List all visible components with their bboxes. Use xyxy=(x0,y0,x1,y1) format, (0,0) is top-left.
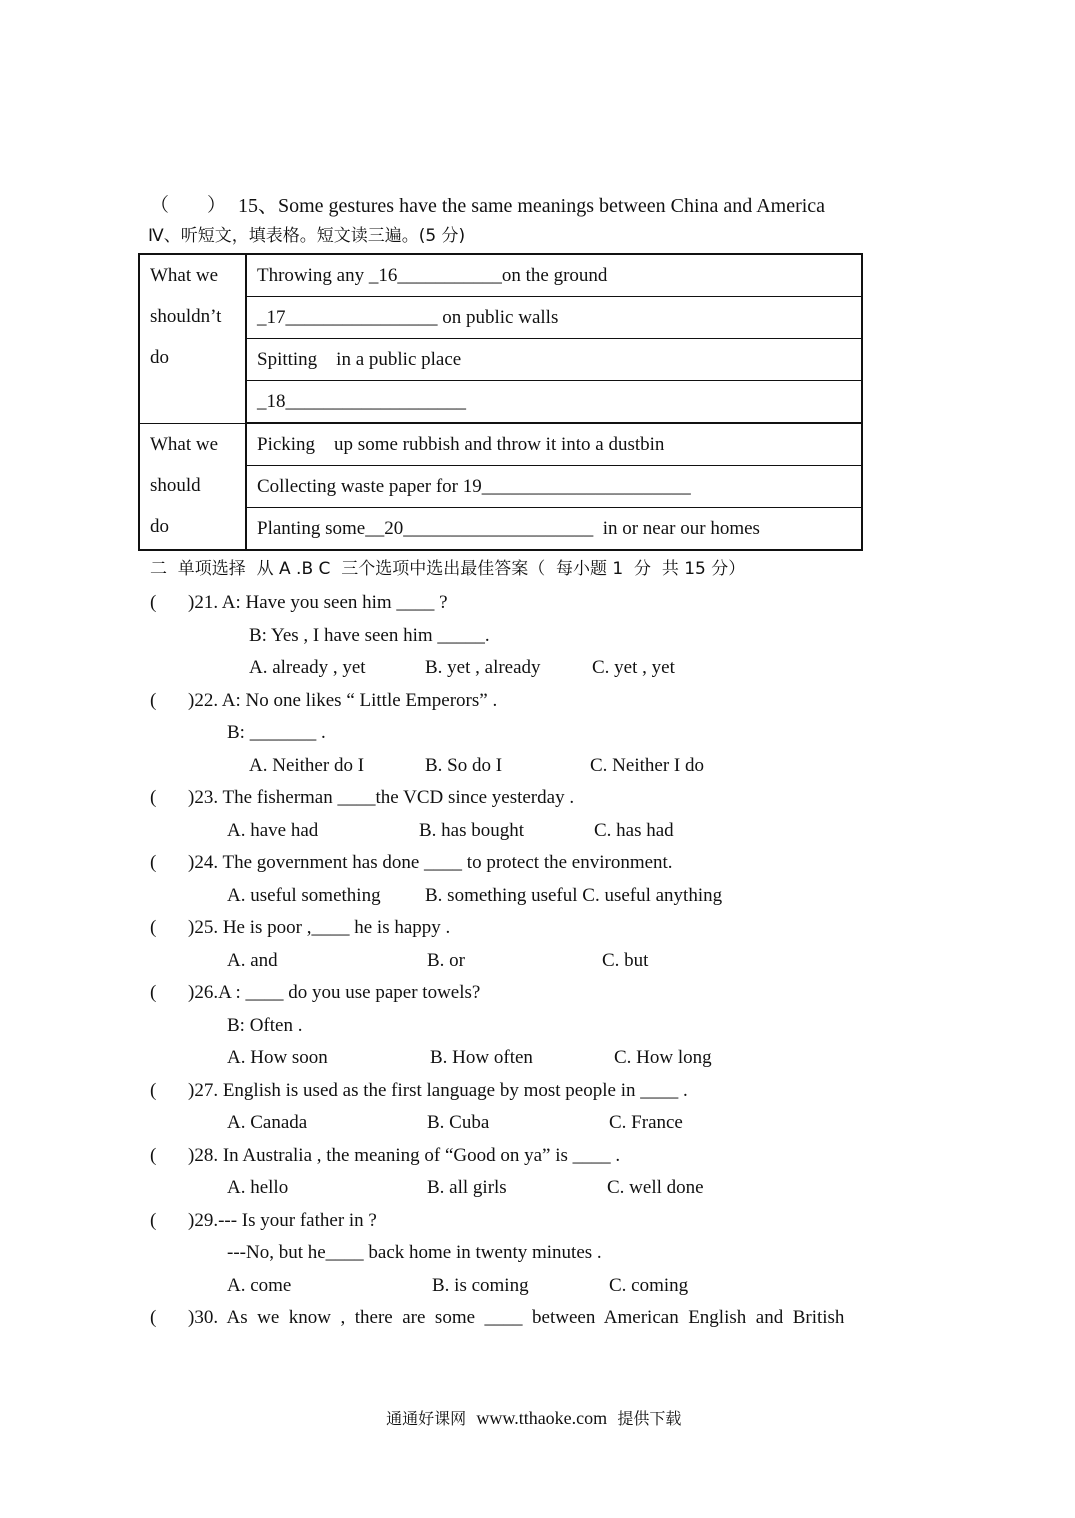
q28-paren: ( xyxy=(150,1145,157,1166)
q24-stem: )24. The government has done ____ to protect the environment. xyxy=(188,852,673,873)
table-row: Spitting in a public place xyxy=(246,339,862,381)
q29-option-c: C. coming xyxy=(609,1275,689,1296)
q22-option-c: C. Neither I do xyxy=(590,755,704,776)
q22-stem: )22. A: No one likes “ Little Emperors” . xyxy=(188,690,498,711)
q28-option-b: B. all girls xyxy=(427,1177,507,1198)
q30-paren: ( xyxy=(150,1307,157,1328)
q29-option-b: B. is coming xyxy=(432,1275,529,1296)
group1-label: What we shouldn’t do xyxy=(139,254,246,423)
q26-option-b: B. How often xyxy=(430,1047,533,1068)
q27-option-b: B. Cuba xyxy=(427,1112,490,1133)
q22-option-a: A. Neither do I xyxy=(249,755,365,776)
table-row: _17________________ on public walls xyxy=(246,297,862,339)
q21-option-b: B. yet , already xyxy=(425,657,541,678)
q27-option-a: A. Canada xyxy=(227,1112,308,1133)
q26-option-a: A. How soon xyxy=(227,1047,328,1068)
q28-stem: )28. In Australia , the meaning of “Good on ya” is ____ . xyxy=(188,1145,621,1166)
q23-option-c: C. has had xyxy=(594,820,674,841)
table-row: Collecting waste paper for 19______________________ xyxy=(246,466,862,508)
q29-sub: ---No, but he____ back home in twenty minutes . xyxy=(227,1242,602,1263)
q24-option-b: B. something useful C. useful anything xyxy=(425,885,723,906)
listening-table xyxy=(138,253,863,551)
q23-paren: ( xyxy=(150,787,157,808)
q26-paren: ( xyxy=(150,982,157,1003)
q24-option-a: A. useful something xyxy=(227,885,381,906)
q26-sub: B: Often . xyxy=(227,1015,303,1036)
q27-paren: ( xyxy=(150,1080,157,1101)
q27-stem: )27. English is used as the first language by most people in ____ . xyxy=(188,1080,688,1101)
q27-option-c: C. France xyxy=(609,1112,683,1133)
footer-url[interactable]: www.tthaoke.com xyxy=(476,1408,608,1428)
q21-paren: ( xyxy=(150,592,157,613)
q26-option-c: C. How long xyxy=(614,1047,712,1068)
q15-paren: （ ） xyxy=(150,195,227,216)
group2-label: What we should do xyxy=(139,423,246,550)
q22-sub: B: _______ . xyxy=(227,722,326,743)
q25-paren: ( xyxy=(150,917,157,938)
q28-option-c: C. well done xyxy=(607,1177,704,1198)
section4-heading: Ⅳ、听短文，填表格。短文读三遍。(5 分) xyxy=(148,226,466,246)
q25-option-b: B. or xyxy=(427,950,465,971)
table-row: Throwing any _16___________on the ground xyxy=(246,254,862,297)
table-row: Planting some__20____________________ in or near our homes xyxy=(246,508,862,551)
q23-option-b: B. has bought xyxy=(419,820,525,841)
footer-site-name: 通通好课网 xyxy=(386,1409,467,1428)
q25-stem: )25. He is poor ,____ he is happy . xyxy=(188,917,451,938)
q28-option-a: A. hello xyxy=(227,1177,289,1198)
q23-stem: )23. The fisherman ____the VCD since yesterday . xyxy=(188,787,575,808)
q26-stem: )26.A : ____ do you use paper towels? xyxy=(188,982,481,1003)
q29-stem: )29.--- Is your father in ? xyxy=(188,1210,377,1231)
footer-suffix: 提供下载 xyxy=(617,1409,682,1428)
q22-paren: ( xyxy=(150,690,157,711)
q24-paren: ( xyxy=(150,852,157,873)
q29-paren: ( xyxy=(150,1210,157,1231)
q21-stem: )21. A: Have you seen him ____ ? xyxy=(188,592,448,613)
table-row: Picking up some rubbish and throw it into a dustbin xyxy=(246,423,862,466)
q21-option-a: A. already , yet xyxy=(249,657,366,678)
section2-heading: 二 单项选择 从 A .B C 三个选项中选出最佳答案（ 每小题 1 分 共 15 分） xyxy=(150,559,746,579)
q22-option-b: B. So do I xyxy=(425,755,503,776)
q21-sub: B: Yes , I have seen him _____. xyxy=(249,625,490,646)
q29-option-a: A. come xyxy=(227,1275,292,1296)
q15-text: 15、Some gestures have the same meanings between China and America xyxy=(238,195,826,217)
table-row: _18___________________ xyxy=(246,381,862,424)
q30-stem: )30. As we know , there are some ____ between American English and British xyxy=(188,1307,845,1328)
q21-option-c: C. yet , yet xyxy=(592,657,675,678)
footer xyxy=(376,1393,681,1427)
q25-option-c: C. but xyxy=(602,950,649,971)
q25-option-a: A. and xyxy=(227,950,278,971)
q23-option-a: A. have had xyxy=(227,820,319,841)
